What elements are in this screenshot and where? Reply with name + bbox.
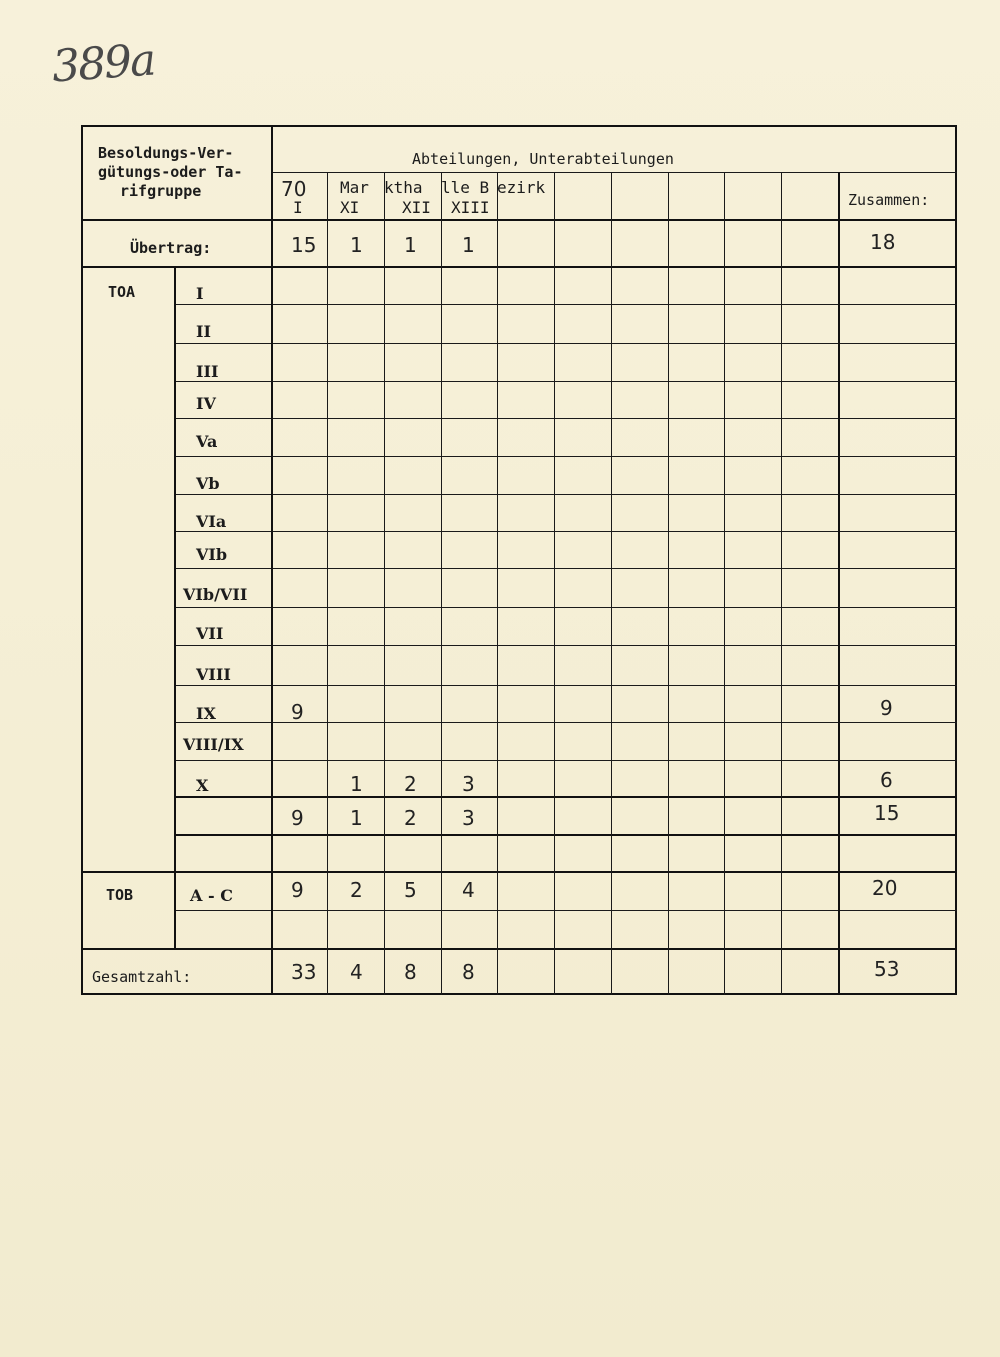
toa-row-total: 6 (880, 768, 893, 792)
tob-value: 2 (350, 878, 363, 902)
tob-top-line (81, 871, 957, 873)
department-column-line (327, 172, 328, 995)
toa-grade-label: IX (196, 704, 216, 723)
department-column-line (441, 172, 442, 995)
uebertrag-bottom-line (81, 266, 957, 268)
column-header-sub: XIII (451, 198, 490, 217)
toa-grade-label: III (196, 362, 219, 381)
department-column-line (781, 172, 782, 995)
gesamt-value: 33 (291, 960, 317, 984)
header-divider-line (271, 172, 957, 173)
toa-subtotal-value: 1 (350, 806, 363, 830)
label-column-line (271, 125, 273, 995)
gesamt-total: 53 (874, 957, 900, 981)
total-column-line (838, 172, 840, 995)
gesamt-top-line (81, 948, 957, 950)
column-header-top: Mar (340, 178, 369, 197)
department-column-line (611, 172, 612, 995)
toa-subtotal-value: 3 (462, 806, 475, 830)
tob-grade-label: A - C (190, 886, 233, 905)
tob-value: 5 (404, 878, 417, 902)
column-header-sub: XI (340, 198, 360, 217)
toa-row-total: 9 (880, 696, 893, 720)
toa-grade-label: VII (196, 624, 224, 643)
column-header-sub: I (293, 198, 303, 217)
column-header-sub: XII (402, 198, 431, 217)
toa-label: TOA (108, 283, 136, 301)
toa-value: 1 (350, 772, 363, 796)
departments-header-label: Abteilungen, Unterabteilungen (412, 150, 674, 168)
toa-grade-label: VIb/VII (183, 585, 248, 604)
toa-grade-label: VIII/IX (183, 735, 244, 754)
column-header-top: ezirk (497, 178, 546, 197)
tob-total: 20 (872, 876, 898, 900)
tob-value: 9 (291, 878, 304, 902)
group-column-line (174, 266, 176, 948)
archive-mark: 389a (50, 34, 156, 93)
uebertrag-value: 1 (404, 233, 417, 257)
gesamt-value: 8 (404, 960, 417, 984)
group-header-label: gütungs-oder Ta- (98, 163, 243, 181)
gesamt-value: 4 (350, 960, 363, 984)
department-column-line (724, 172, 725, 995)
header-bottom-line (81, 219, 957, 221)
total-header-label: Zusammen: (848, 191, 930, 209)
uebertrag-value: 1 (350, 233, 363, 257)
toa-grade-label: X (196, 776, 209, 795)
toa-grade-label: II (196, 322, 211, 341)
toa-subtotal-value: 2 (404, 806, 417, 830)
column-header-top: 70 (281, 177, 307, 201)
toa-grade-label: VIII (196, 665, 231, 684)
uebertrag-value: 15 (291, 233, 317, 257)
uebertrag-total: 18 (870, 230, 896, 254)
toa-grade-label: VIb (196, 545, 228, 564)
toa-grade-label: Vb (196, 474, 220, 493)
toa-grade-label: I (196, 284, 204, 303)
toa-grade-label: Va (196, 432, 218, 451)
group-header-label: Besoldungs-Ver- (98, 144, 234, 162)
gesamt-value: 8 (462, 960, 475, 984)
department-column-line (554, 172, 555, 995)
tob-value: 4 (462, 878, 475, 902)
toa-value: 2 (404, 772, 417, 796)
toa-grade-label: VIa (196, 512, 227, 531)
uebertrag-value: 1 (462, 233, 475, 257)
group-header-label: rifgruppe (120, 182, 202, 200)
tob-label: TOB (106, 886, 134, 904)
department-column-line (497, 172, 498, 995)
toa-value: 3 (462, 772, 475, 796)
department-column-line (668, 172, 669, 995)
column-header-top: lle B (441, 178, 490, 197)
toa-subtotal-total: 15 (874, 801, 900, 825)
column-header-top: ktha (384, 178, 423, 197)
toa-grade-label: IV (196, 394, 216, 413)
toa-value: 9 (291, 700, 304, 724)
uebertrag-label: Übertrag: (130, 239, 212, 257)
toa-subtotal-value: 9 (291, 806, 304, 830)
department-column-line (384, 172, 385, 995)
gesamt-label: Gesamtzahl: (92, 968, 192, 986)
